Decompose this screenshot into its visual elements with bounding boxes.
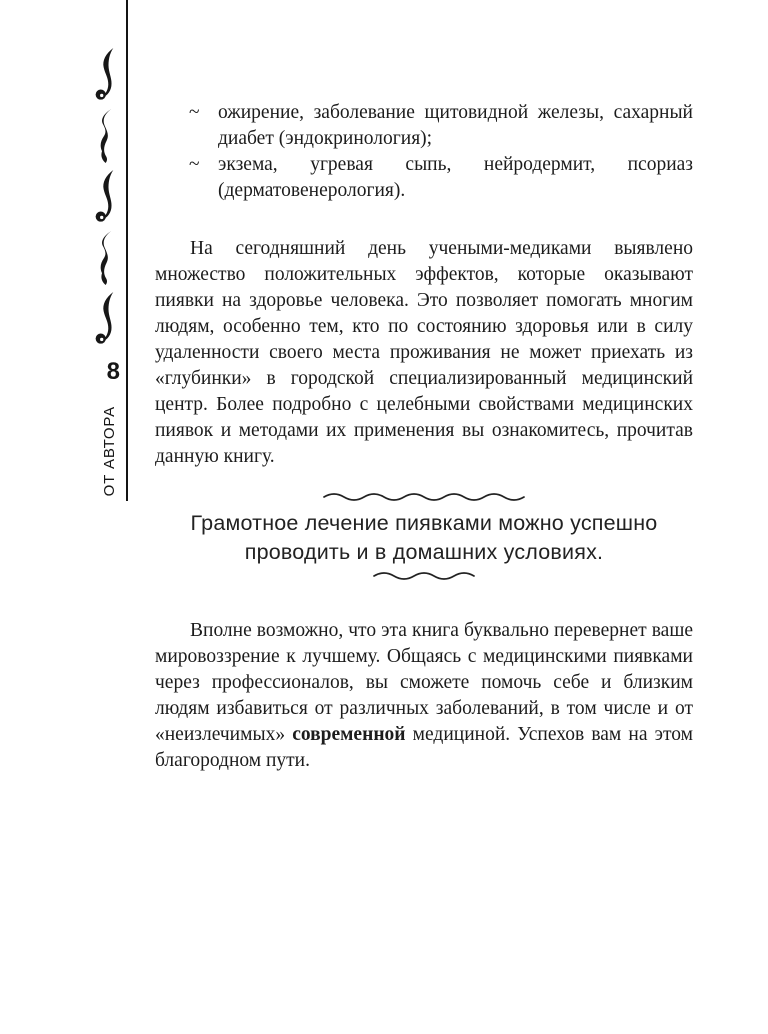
highlighted-quote-block [155,490,693,582]
leech-icon [94,47,121,103]
leech-icon [94,108,121,164]
paragraph [155,618,693,774]
leech-icon [94,230,121,286]
bold-word: современной [292,724,406,745]
paragraph: На сегодняшний день учеными-медиками выявлено множество положительных эффектов, которые оказывают пиявки на здоровье человека. Это позволяет помогать многим людям, особенно тем, кто по состоянию здоровья или в силу удаленности своего места проживания не может приехать из «глубинки» в городской специализированный медицинский центр. Более подробно с целебными свойствами медицинских пиявок и методами их применения вы ознакомитесь, прочитав данную книгу. [155,238,693,467]
page-number: 8 [106,358,120,385]
section-label-box [101,403,118,499]
quote-text: Грамотное лечение пиявками можно успешно проводить и в домашних условиях. [190,511,658,564]
tilde-list-marker: ~ [189,154,200,175]
list-item-text: экзема, угревая сыпь, нейродермит, псориаз (дерматовенерология). [218,154,693,201]
leech-icon [94,291,121,347]
leech-icon [94,169,121,225]
list-item [155,152,693,204]
wavy-rule-top-icon [155,490,693,503]
page-content [155,0,693,774]
list-item-text: ожирение, заболевание щитовидной железы, сахарный диабет (эндокринология); [218,102,693,149]
leech-decoration-stack [94,47,121,347]
paragraph-text: медициной. Успехов вам на этом благородном пути. [155,724,693,771]
wavy-rule-bottom-icon [155,569,693,582]
list-item [155,100,693,152]
paragraph-text: Вполне возможно, что эта книга буквально перевернет ваше мировоззрение к лучшему. Общаясь с медицинскими пиявками через профессионалов, вы сможете помочь себе и близким людям избавиться от различных заболеваний, в том числе и от «неизлечимых» [155,620,693,745]
section-label: ОТ АВТОРА [101,405,118,497]
sidebar [0,0,128,501]
disease-list [155,100,693,204]
tilde-list-marker: ~ [189,102,200,123]
